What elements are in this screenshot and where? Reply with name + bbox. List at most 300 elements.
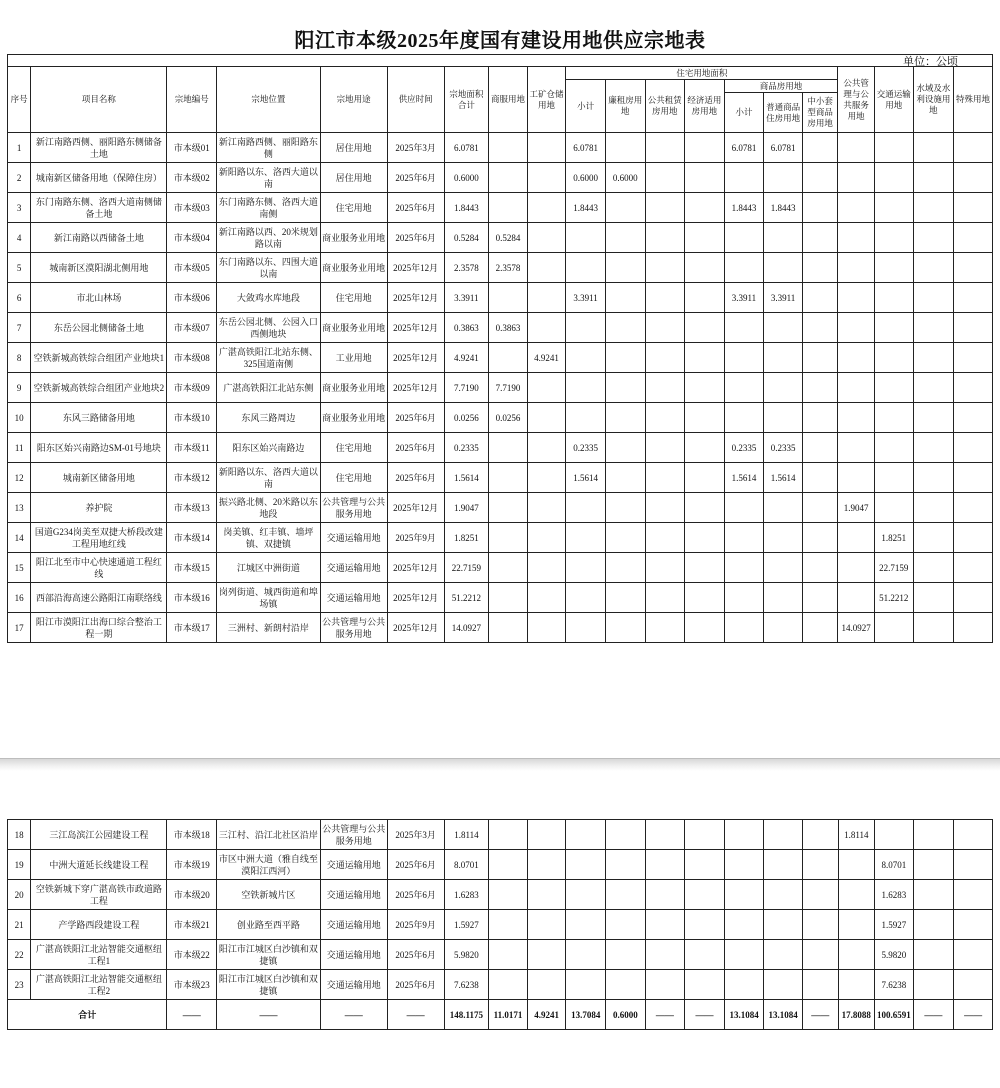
cell-affordable	[685, 613, 725, 643]
total-com-subtotal: 13.1084	[724, 1000, 764, 1030]
cell-no: 9	[8, 373, 31, 403]
cell-water	[913, 613, 954, 643]
table-row	[8, 133, 993, 163]
cell-time: 2025年12月	[387, 373, 444, 403]
cell-industrial	[527, 283, 566, 313]
cell-name: 东岳公园北侧储备土地	[31, 313, 167, 343]
cell-public-rent	[645, 313, 685, 343]
cell-total: 1.5614	[444, 463, 489, 493]
cell-industrial	[527, 553, 566, 583]
cell-transport	[874, 613, 913, 643]
cell-water	[913, 223, 954, 253]
cell-code: 市本级01	[167, 133, 217, 163]
table-row	[8, 523, 993, 553]
cell-special	[954, 283, 993, 313]
cell-code: 市本级19	[167, 850, 217, 880]
cell-com-subtotal	[724, 343, 764, 373]
cell-water	[913, 163, 954, 193]
cell-low-rent	[605, 373, 645, 403]
cell-special	[954, 613, 993, 643]
cell-public-rent	[645, 133, 685, 163]
cell-industrial	[527, 133, 566, 163]
cell-public-rent	[645, 970, 685, 1000]
cell-small-medium	[802, 313, 838, 343]
cell-small-medium	[802, 523, 838, 553]
cell-use: 交通运输用地	[320, 850, 387, 880]
cell-location: 市区中洲大道（雅自线至漠阳江西河）	[217, 850, 321, 880]
cell-com-subtotal	[724, 880, 764, 910]
cell-water	[913, 583, 954, 613]
total-small-medium: ——	[802, 1000, 838, 1030]
cell-ordinary: 0.2335	[764, 433, 803, 463]
cell-no: 1	[8, 133, 31, 163]
cell-ordinary	[764, 850, 803, 880]
cell-industrial	[527, 850, 566, 880]
cell-water	[913, 253, 954, 283]
cell-time: 2025年9月	[387, 523, 444, 553]
header-residential-group: 住宅用地面积	[566, 67, 838, 80]
cell-no: 22	[8, 940, 31, 970]
cell-water	[913, 313, 954, 343]
cell-low-rent	[606, 880, 646, 910]
cell-commercial	[489, 133, 528, 163]
cell-water	[913, 523, 954, 553]
cell-ordinary	[764, 253, 803, 283]
cell-code: 市本级10	[167, 403, 217, 433]
cell-ordinary: 1.8443	[764, 193, 803, 223]
cell-use: 住宅用地	[320, 283, 387, 313]
cell-commercial: 0.5284	[489, 223, 528, 253]
cell-res-subtotal	[566, 850, 606, 880]
cell-public-service	[838, 850, 875, 880]
cell-commercial	[489, 553, 528, 583]
cell-total: 0.2335	[444, 433, 489, 463]
cell-location: 岗美镇、红丰镇、墙坪镇、双捷镇	[217, 523, 321, 553]
cell-transport	[874, 343, 913, 373]
cell-public-rent	[645, 493, 685, 523]
cell-small-medium	[802, 493, 838, 523]
cell-use: 商业服务业用地	[320, 223, 387, 253]
cell-com-subtotal	[724, 583, 764, 613]
total-location: ——	[217, 1000, 321, 1030]
cell-total: 0.5284	[444, 223, 489, 253]
cell-total: 1.8443	[444, 193, 489, 223]
cell-no: 3	[8, 193, 31, 223]
cell-no: 14	[8, 523, 31, 553]
cell-industrial	[527, 880, 566, 910]
cell-use: 商业服务业用地	[320, 403, 387, 433]
cell-public-rent	[645, 223, 685, 253]
cell-total: 8.0701	[444, 850, 489, 880]
cell-public-service	[838, 880, 875, 910]
cell-com-subtotal	[724, 373, 764, 403]
total-public-service: 17.8088	[838, 1000, 875, 1030]
cell-time: 2025年12月	[387, 313, 444, 343]
land-supply-table-page-2	[7, 819, 993, 1030]
total-res-subtotal: 13.7084	[566, 1000, 606, 1030]
cell-low-rent: 0.6000	[605, 163, 645, 193]
cell-special	[954, 313, 993, 343]
cell-small-medium	[802, 133, 838, 163]
cell-commercial	[489, 910, 528, 940]
cell-small-medium	[802, 253, 838, 283]
cell-public-service	[838, 970, 875, 1000]
cell-commercial	[489, 940, 528, 970]
cell-name: 国道G234岗美至双捷大桥段改建工程用地红线	[31, 523, 167, 553]
cell-res-subtotal	[566, 403, 606, 433]
header-ordinary: 普通商品住房用地	[764, 93, 803, 133]
cell-public-service	[838, 523, 875, 553]
cell-industrial	[527, 433, 566, 463]
cell-ordinary	[764, 163, 803, 193]
total-area: 148.1175	[444, 1000, 489, 1030]
cell-affordable	[685, 553, 725, 583]
total-affordable: ——	[685, 1000, 725, 1030]
cell-use: 商业服务业用地	[320, 313, 387, 343]
table-row	[8, 940, 993, 970]
cell-transport: 5.9820	[875, 940, 914, 970]
cell-commercial	[489, 583, 528, 613]
cell-res-subtotal	[566, 553, 606, 583]
cell-ordinary	[764, 970, 803, 1000]
cell-no: 12	[8, 463, 31, 493]
cell-affordable	[685, 343, 725, 373]
cell-industrial: 4.9241	[527, 343, 566, 373]
cell-low-rent	[606, 820, 646, 850]
cell-industrial	[527, 223, 566, 253]
header-commercial: 商服用地	[489, 67, 528, 133]
cell-industrial	[527, 463, 566, 493]
cell-industrial	[527, 940, 566, 970]
cell-location: 三洲村、新朗村沿岸	[217, 613, 321, 643]
cell-affordable	[685, 583, 725, 613]
table-row	[8, 880, 993, 910]
cell-name: 城南新区储备用地	[31, 463, 167, 493]
cell-commercial	[489, 163, 528, 193]
cell-special	[954, 553, 993, 583]
cell-time: 2025年12月	[387, 343, 444, 373]
cell-affordable	[685, 970, 725, 1000]
cell-ordinary	[764, 373, 803, 403]
cell-com-subtotal	[724, 910, 764, 940]
cell-total: 1.8251	[444, 523, 489, 553]
cell-location: 大敛鸡水库地段	[217, 283, 321, 313]
cell-public-rent	[645, 193, 685, 223]
cell-commercial	[489, 463, 528, 493]
cell-location: 阳江市江城区白沙镇和双捷镇	[217, 940, 321, 970]
header-small-medium: 中小套型商品房用地	[802, 93, 838, 133]
cell-water	[913, 940, 954, 970]
cell-commercial	[489, 850, 528, 880]
cell-code: 市本级15	[167, 553, 217, 583]
cell-no: 6	[8, 283, 31, 313]
cell-commercial	[489, 493, 528, 523]
cell-industrial	[527, 493, 566, 523]
cell-use: 交通运输用地	[320, 910, 387, 940]
table-row	[8, 223, 993, 253]
cell-small-medium	[802, 283, 838, 313]
cell-time: 2025年9月	[387, 910, 444, 940]
land-supply-table-page-1	[7, 54, 993, 643]
cell-affordable	[685, 133, 725, 163]
cell-no: 2	[8, 163, 31, 193]
cell-code: 市本级16	[167, 583, 217, 613]
cell-res-subtotal	[566, 223, 606, 253]
header-water: 水域及水利设施用地	[913, 67, 954, 133]
cell-name: 东门南路东侧、洛西大道南侧储备土地	[31, 193, 167, 223]
cell-water	[913, 820, 954, 850]
cell-res-subtotal	[566, 343, 606, 373]
cell-name: 三江岛滨江公园建设工程	[31, 820, 167, 850]
cell-special	[954, 910, 993, 940]
cell-time: 2025年6月	[387, 223, 444, 253]
cell-affordable	[685, 283, 725, 313]
cell-water	[913, 433, 954, 463]
cell-code: 市本级11	[167, 433, 217, 463]
table-row	[8, 970, 993, 1000]
cell-public-service	[838, 463, 875, 493]
cell-industrial	[527, 373, 566, 403]
cell-transport	[874, 373, 913, 403]
header-affordable: 经济适用房用地	[685, 80, 725, 133]
cell-name: 养护院	[31, 493, 167, 523]
cell-res-subtotal	[566, 373, 606, 403]
cell-use: 交通运输用地	[320, 553, 387, 583]
cell-res-subtotal	[566, 940, 606, 970]
cell-name: 城南新区漠阳湖北侧用地	[31, 253, 167, 283]
header-public-rent: 公共租赁房用地	[645, 80, 685, 133]
cell-small-medium	[802, 553, 838, 583]
cell-affordable	[685, 253, 725, 283]
cell-industrial	[527, 583, 566, 613]
cell-small-medium	[802, 850, 838, 880]
cell-res-subtotal	[566, 253, 606, 283]
cell-code: 市本级02	[167, 163, 217, 193]
cell-affordable	[685, 850, 725, 880]
cell-com-subtotal	[724, 493, 764, 523]
cell-com-subtotal: 6.0781	[724, 133, 764, 163]
cell-code: 市本级03	[167, 193, 217, 223]
cell-public-rent	[645, 463, 685, 493]
cell-location: 阳江市江城区白沙镇和双捷镇	[217, 970, 321, 1000]
table-header	[8, 55, 993, 133]
cell-water	[913, 970, 954, 1000]
cell-location: 空铁新城片区	[217, 880, 321, 910]
cell-res-subtotal	[566, 583, 606, 613]
cell-public-rent	[645, 283, 685, 313]
cell-total: 1.5927	[444, 910, 489, 940]
cell-ordinary	[764, 553, 803, 583]
cell-use: 住宅用地	[320, 433, 387, 463]
total-label: 合计	[8, 1000, 167, 1030]
header-public-service: 公共管理与公共服务用地	[838, 67, 875, 133]
cell-ordinary	[764, 523, 803, 553]
cell-code: 市本级17	[167, 613, 217, 643]
cell-location: 广湛高铁阳江北站东侧	[217, 373, 321, 403]
cell-ordinary	[764, 880, 803, 910]
cell-affordable	[685, 403, 725, 433]
cell-public-rent	[645, 583, 685, 613]
cell-time: 2025年6月	[387, 970, 444, 1000]
cell-low-rent	[605, 343, 645, 373]
cell-public-rent	[645, 613, 685, 643]
table-row	[8, 403, 993, 433]
cell-no: 8	[8, 343, 31, 373]
cell-use: 交通运输用地	[320, 880, 387, 910]
cell-water	[913, 553, 954, 583]
cell-special	[954, 940, 993, 970]
cell-name: 广湛高铁阳江北站智能交通枢纽工程1	[31, 940, 167, 970]
cell-name: 中洲大道延长线建设工程	[31, 850, 167, 880]
cell-low-rent	[605, 523, 645, 553]
table-row	[8, 253, 993, 283]
table-row	[8, 373, 993, 403]
cell-low-rent	[605, 613, 645, 643]
cell-ordinary: 1.5614	[764, 463, 803, 493]
cell-public-rent	[645, 403, 685, 433]
cell-location: 东门南路东侧、洛西大道南侧	[217, 193, 321, 223]
cell-public-service: 1.9047	[838, 493, 875, 523]
cell-use: 交通运输用地	[320, 940, 387, 970]
cell-com-subtotal	[724, 820, 764, 850]
cell-code: 市本级08	[167, 343, 217, 373]
cell-no: 21	[8, 910, 31, 940]
cell-small-medium	[802, 910, 838, 940]
total-industrial: 4.9241	[527, 1000, 566, 1030]
cell-total: 1.6283	[444, 880, 489, 910]
cell-special	[954, 970, 993, 1000]
cell-time: 2025年6月	[387, 850, 444, 880]
cell-location: 江城区中洲街道	[217, 553, 321, 583]
cell-com-subtotal	[724, 613, 764, 643]
cell-use: 住宅用地	[320, 193, 387, 223]
total-time: ——	[387, 1000, 444, 1030]
cell-low-rent	[605, 313, 645, 343]
cell-industrial	[527, 163, 566, 193]
cell-transport	[874, 313, 913, 343]
cell-location: 三江村、沿江北社区沿岸	[217, 820, 321, 850]
cell-public-service	[838, 940, 875, 970]
cell-name: 阳江市漠阳江出海口综合整治工程一期	[31, 613, 167, 643]
cell-code: 市本级09	[167, 373, 217, 403]
cell-use: 居住用地	[320, 133, 387, 163]
cell-total: 22.7159	[444, 553, 489, 583]
unit-label: 单位：公顷	[903, 56, 958, 68]
cell-com-subtotal	[724, 223, 764, 253]
header-low-rent: 廉租房用地	[605, 80, 645, 133]
cell-com-subtotal	[724, 970, 764, 1000]
cell-transport: 1.8251	[874, 523, 913, 553]
cell-commercial: 7.7190	[489, 373, 528, 403]
cell-total: 1.9047	[444, 493, 489, 523]
cell-res-subtotal	[566, 910, 606, 940]
cell-commercial	[489, 433, 528, 463]
cell-com-subtotal: 1.5614	[724, 463, 764, 493]
cell-com-subtotal: 1.8443	[724, 193, 764, 223]
cell-public-service	[838, 283, 875, 313]
cell-time: 2025年6月	[387, 403, 444, 433]
cell-small-medium	[802, 403, 838, 433]
cell-no: 7	[8, 313, 31, 343]
cell-public-service	[838, 433, 875, 463]
cell-commercial	[489, 820, 528, 850]
header-total: 宗地面积合计	[444, 67, 489, 133]
cell-affordable	[685, 433, 725, 463]
cell-res-subtotal: 1.8443	[566, 193, 606, 223]
cell-water	[913, 343, 954, 373]
cell-industrial	[527, 523, 566, 553]
cell-location: 新江南路以西、20米规划路以南	[217, 223, 321, 253]
cell-special	[954, 880, 993, 910]
cell-no: 13	[8, 493, 31, 523]
cell-code: 市本级13	[167, 493, 217, 523]
cell-transport	[874, 493, 913, 523]
cell-public-service	[838, 553, 875, 583]
cell-name: 新江南路西侧、丽阳路东侧储备土地	[31, 133, 167, 163]
cell-small-medium	[802, 193, 838, 223]
cell-public-rent	[645, 880, 685, 910]
cell-public-rent	[645, 253, 685, 283]
cell-small-medium	[802, 373, 838, 403]
cell-res-subtotal: 6.0781	[566, 133, 606, 163]
cell-location: 振兴路北侧、20米路以东地段	[217, 493, 321, 523]
cell-public-service	[838, 133, 875, 163]
cell-name: 空铁新城高铁综合组团产业地块1	[31, 343, 167, 373]
cell-affordable	[685, 880, 725, 910]
cell-use: 交通运输用地	[320, 583, 387, 613]
total-use: ——	[320, 1000, 387, 1030]
cell-low-rent	[605, 223, 645, 253]
cell-total: 0.6000	[444, 163, 489, 193]
cell-affordable	[685, 313, 725, 343]
cell-time: 2025年12月	[387, 253, 444, 283]
cell-no: 5	[8, 253, 31, 283]
cell-public-rent	[645, 940, 685, 970]
cell-time: 2025年12月	[387, 493, 444, 523]
cell-com-subtotal: 0.2335	[724, 433, 764, 463]
table-row	[8, 343, 993, 373]
cell-no: 15	[8, 553, 31, 583]
cell-public-service	[838, 313, 875, 343]
cell-total: 4.9241	[444, 343, 489, 373]
cell-public-rent	[645, 850, 685, 880]
cell-no: 18	[8, 820, 31, 850]
total-low-rent: 0.6000	[606, 1000, 646, 1030]
cell-special	[954, 163, 993, 193]
cell-water	[913, 193, 954, 223]
cell-transport	[874, 463, 913, 493]
cell-special	[954, 373, 993, 403]
cell-code: 市本级04	[167, 223, 217, 253]
cell-time: 2025年12月	[387, 613, 444, 643]
cell-time: 2025年12月	[387, 583, 444, 613]
cell-public-rent	[645, 820, 685, 850]
cell-small-medium	[802, 433, 838, 463]
cell-special	[954, 493, 993, 523]
cell-res-subtotal: 1.5614	[566, 463, 606, 493]
cell-ordinary	[764, 583, 803, 613]
cell-use: 公共管理与公共服务用地	[320, 613, 387, 643]
cell-ordinary: 3.3911	[764, 283, 803, 313]
cell-affordable	[685, 373, 725, 403]
table-row	[8, 463, 993, 493]
cell-location: 新阳路以东、洛西大道以南	[217, 463, 321, 493]
cell-code: 市本级18	[167, 820, 217, 850]
cell-no: 16	[8, 583, 31, 613]
cell-no: 10	[8, 403, 31, 433]
cell-affordable	[685, 493, 725, 523]
cell-low-rent	[605, 583, 645, 613]
